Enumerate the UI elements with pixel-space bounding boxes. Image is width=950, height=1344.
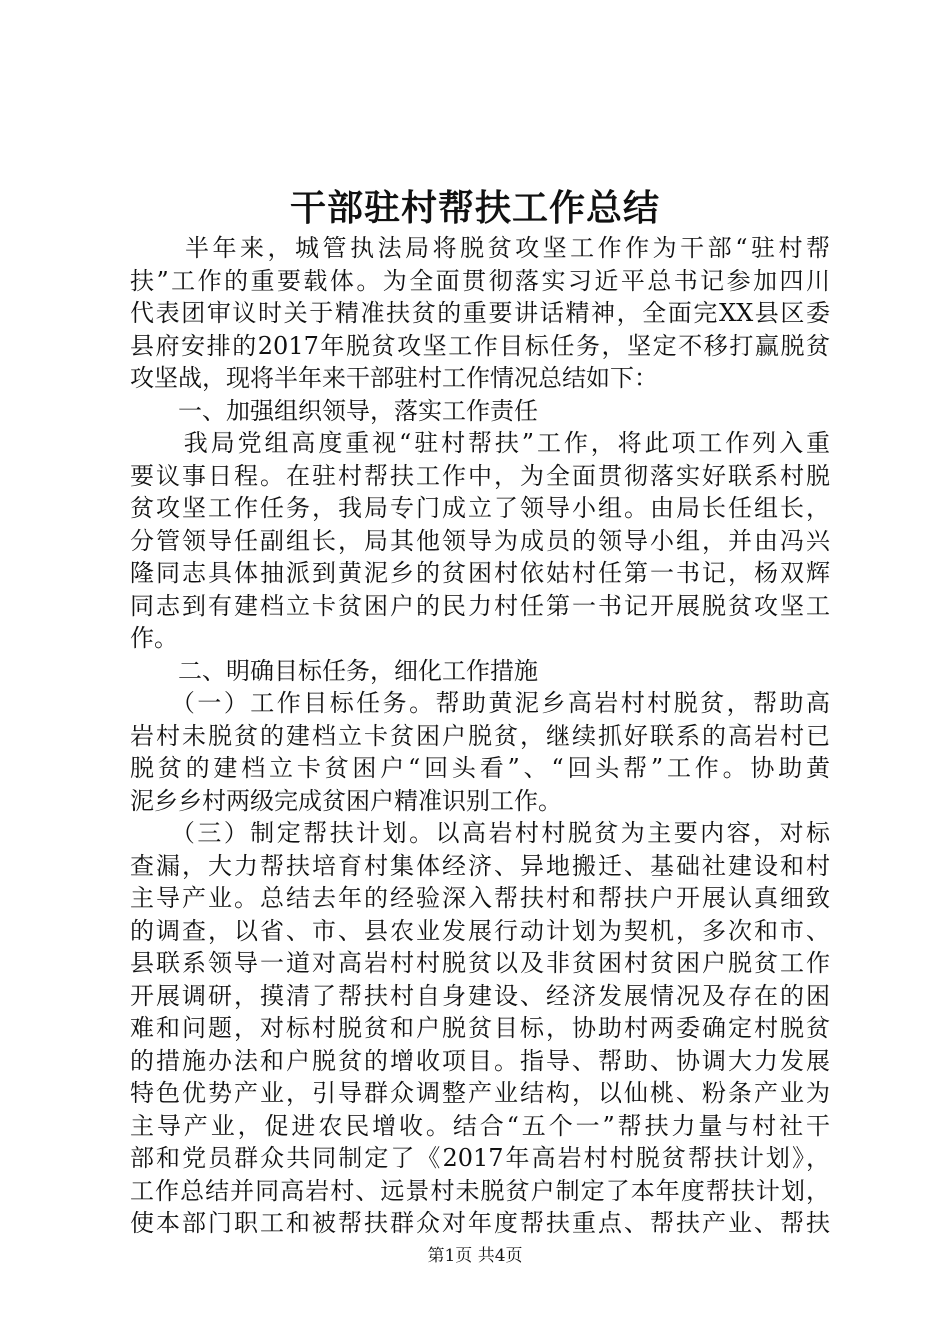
body-line: 要议事日程。在驻村帮扶工作中，为全面贯彻落实好联系村脱	[130, 461, 830, 490]
document-body	[130, 232, 830, 1240]
body-line: 泥乡乡村两级完成贫困户精准识别工作。	[130, 786, 562, 815]
body-line: 作。	[130, 624, 178, 652]
body-line: 查漏，大力帮扶培育村集体经济、异地搬迁、基础社建设和村	[130, 851, 830, 880]
body-line: 的调查，以省、市、县农业发展行动计划为契机，多次和市、	[130, 916, 830, 945]
body-line: 攻坚战，现将半年来干部驻村工作情况总结如下：	[130, 364, 658, 392]
body-line: 难和问题，对标村脱贫和户脱贫目标，协助村两委确定村脱贫	[130, 1014, 830, 1042]
body-line: 县联系领导一道对高岩村村脱贫以及非贫困村贫困户脱贫工作	[130, 949, 830, 977]
body-line: 县府安排的2017年脱贫攻坚工作目标任务，坚定不移打赢脱贫	[130, 331, 830, 360]
body-line: 脱贫的建档立卡贫困户“回头看”、“回头帮”工作。协助黄	[130, 754, 830, 782]
page-number-footer: 第1页 共4页	[427, 1246, 523, 1266]
body-line: 扶”工作的重要载体。为全面贯彻落实习近平总书记参加四川	[130, 266, 830, 295]
body-line: 同志到有建档立卡贫困户的民力村任第一书记开展脱贫攻坚工	[130, 591, 830, 620]
body-line: 代表团审议时关于精准扶贫的重要讲话精神，全面完XX县区委	[130, 299, 830, 327]
body-line: 主导产业。总结去年的经验深入帮扶村和帮扶户开展认真细致	[130, 884, 830, 912]
body-line: 部和党员群众共同制定了《2017年高岩村村脱贫帮扶计划》，	[130, 1144, 830, 1172]
body-line: 半年来，城管执法局将脱贫攻坚工作作为干部“驻村帮	[130, 234, 830, 262]
body-line: 主导产业，促进农民增收。结合“五个一”帮扶力量与村社干	[130, 1111, 830, 1140]
body-line: （三）制定帮扶计划。以高岩村村脱贫为主要内容，对标	[130, 819, 830, 847]
body-line: 贫攻坚工作任务，我局专门成立了领导小组。由局长任组长，	[130, 494, 830, 522]
body-line: 开展调研，摸清了帮扶村自身建设、经济发展情况及存在的困	[130, 981, 830, 1010]
body-line: 使本部门职工和被帮扶群众对年度帮扶重点、帮扶产业、帮扶	[130, 1209, 830, 1237]
body-line: 分管领导任副组长，局其他领导为成员的领导小组，并由冯兴	[130, 526, 830, 555]
section-heading: 一、加强组织领导，落实工作责任	[130, 396, 538, 425]
section-heading: 二、明确目标任务，细化工作措施	[130, 656, 538, 685]
body-line: 岩村未脱贫的建档立卡贫困户脱贫，继续抓好联系的高岩村已	[130, 721, 830, 750]
body-line: 特色优势产业，引导群众调整产业结构，以仙桃、粉条产业为	[130, 1079, 830, 1107]
body-line: 我局党组高度重视“驻村帮扶”工作，将此项工作列入重	[130, 429, 830, 457]
body-line: （一）工作目标任务。帮助黄泥乡高岩村村脱贫，帮助高	[130, 689, 830, 717]
document-title: 干部驻村帮扶工作总结	[289, 188, 660, 229]
body-line: 的措施办法和户脱贫的增收项目。指导、帮助、协调大力发展	[130, 1046, 830, 1075]
body-line: 隆同志具体抽派到黄泥乡的贫困村依姑村任第一书记，杨双辉	[130, 559, 830, 587]
body-line: 工作总结并同高岩村、远景村未脱贫户制定了本年度帮扶计划，	[130, 1176, 830, 1205]
